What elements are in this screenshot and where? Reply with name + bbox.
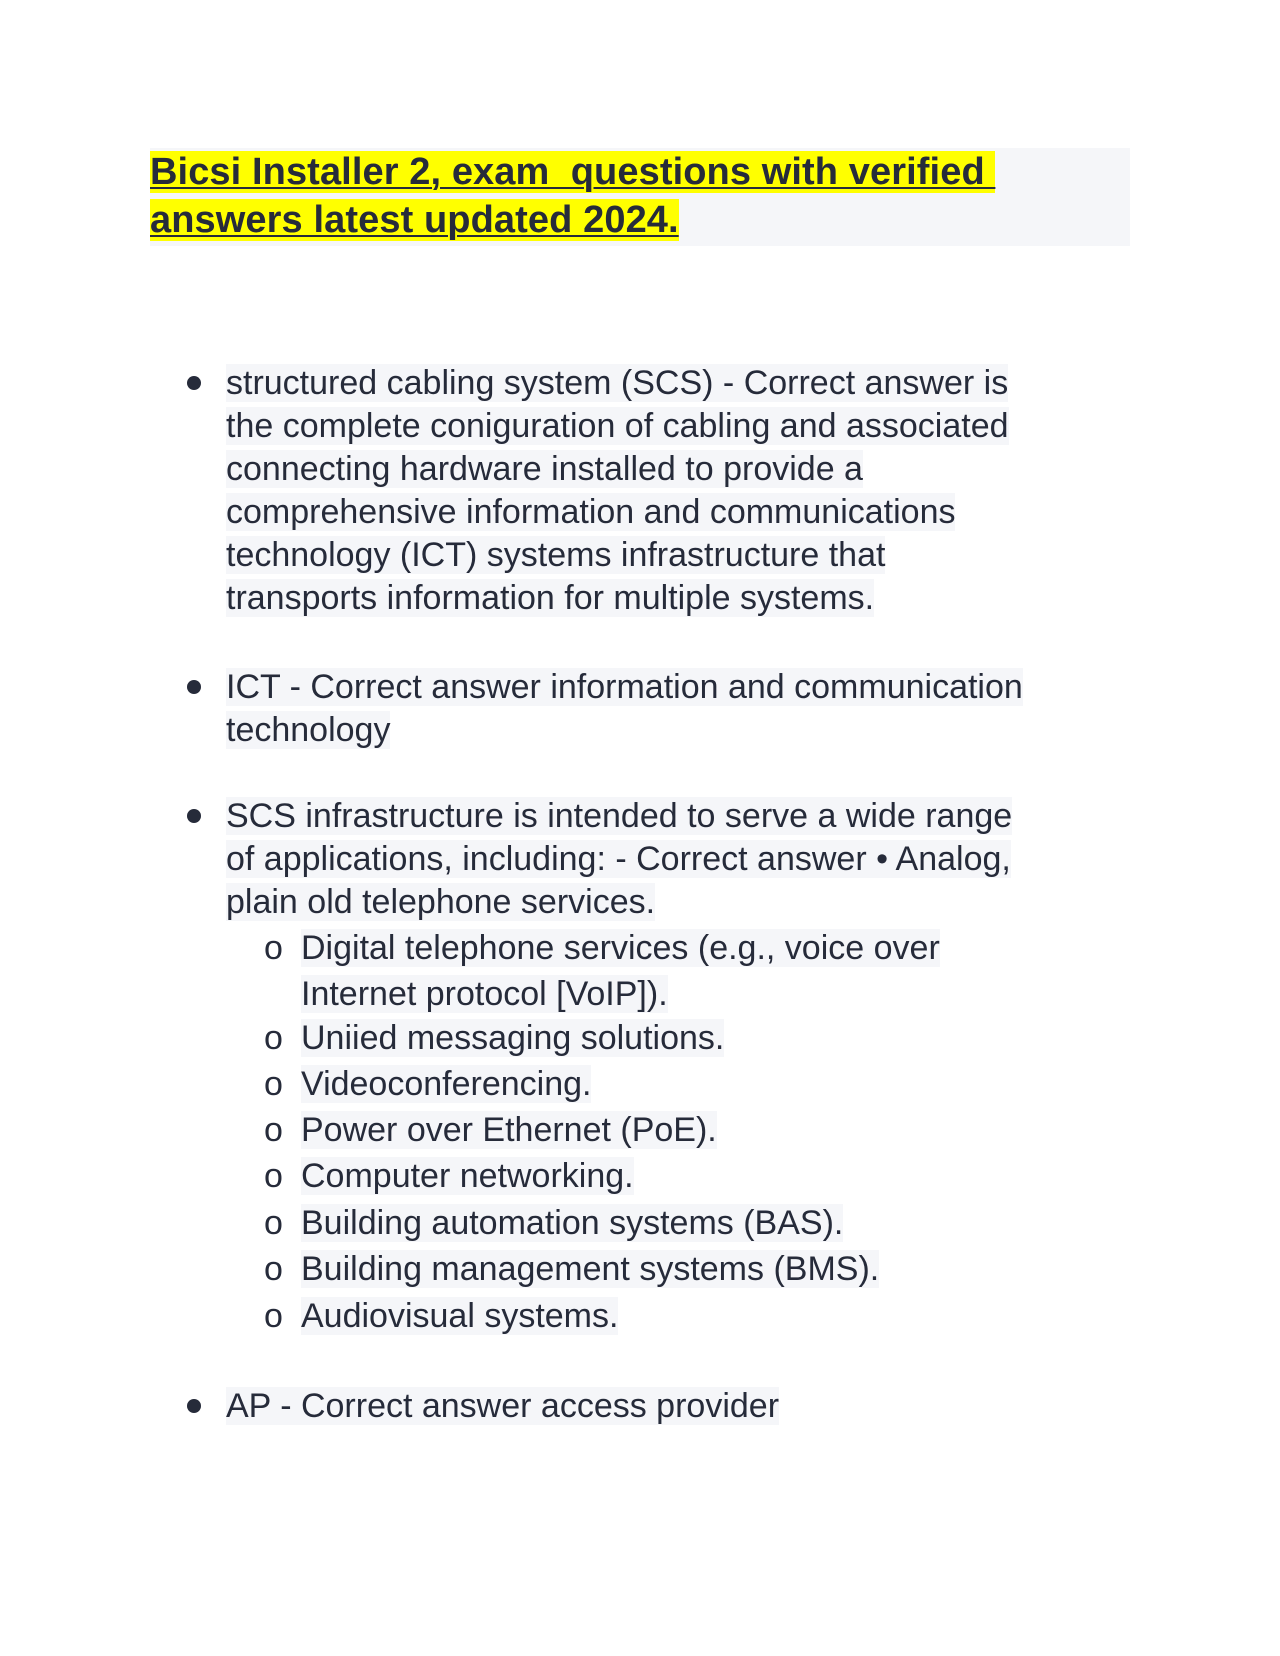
sub-list-item (301, 1293, 618, 1339)
item-line: technology (ICT) systems infrastructure that (226, 536, 886, 574)
list-item (226, 666, 1126, 752)
sub-bullet-marker: o (264, 1111, 283, 1149)
item-line: plain old telephone services. (226, 883, 656, 921)
title-line-2: answers latest updated 2024. (150, 199, 679, 241)
sub-bullet-marker: o (264, 1204, 283, 1242)
sub-item-text: Internet protocol [VoIP]). (301, 975, 668, 1013)
item-line: AP - Correct answer access provider (226, 1387, 780, 1425)
list-item (226, 795, 1126, 924)
sub-list-item (301, 1200, 843, 1246)
document-title (150, 148, 1130, 244)
item-line: the complete coniguration of cabling and associated (226, 407, 1009, 445)
list-item (226, 362, 1126, 620)
sub-list-item (301, 1015, 724, 1061)
sub-bullet-marker: o (264, 929, 283, 967)
sub-item-text: Building automation systems (BAS). (301, 1204, 844, 1242)
item-line: ICT - Correct answer information and communication (226, 668, 1023, 706)
sub-item-text: Building management systems (BMS). (301, 1250, 880, 1288)
item-line: connecting hardware installed to provide a (226, 450, 863, 488)
sub-bullet-marker: o (264, 1019, 283, 1057)
list-item (226, 1385, 1126, 1428)
item-line: structured cabling system (SCS) - Correct answer is (226, 364, 1009, 402)
item-line: SCS infrastructure is intended to serve a wide range (226, 797, 1013, 835)
sub-list-item (301, 1153, 634, 1199)
sub-list-item (301, 925, 940, 971)
document-title-block (150, 148, 1130, 246)
sub-item-text: Power over Ethernet (PoE). (301, 1111, 717, 1149)
bullet-icon (187, 680, 201, 694)
item-line: technology (226, 711, 391, 749)
bullet-icon (187, 1399, 201, 1413)
sub-item-text: Uniied messaging solutions. (301, 1019, 725, 1057)
sub-item-text: Audiovisual systems. (301, 1297, 619, 1335)
sub-list-item-continuation (301, 971, 668, 1017)
sub-bullet-marker: o (264, 1157, 283, 1195)
sub-item-text: Videoconferencing. (301, 1065, 592, 1103)
sub-bullet-marker: o (264, 1250, 283, 1288)
title-line-1: Bicsi Installer 2, exam questions with verified (150, 151, 996, 193)
item-line: transports information for multiple systems. (226, 579, 875, 617)
bullet-icon (187, 809, 201, 823)
item-line: of applications, including: - Correct answer • Analog, (226, 840, 1011, 878)
sub-list-item (301, 1107, 717, 1153)
sub-bullet-marker: o (264, 1065, 283, 1103)
bullet-icon (187, 376, 201, 390)
sub-list-item (301, 1061, 591, 1107)
sub-bullet-marker: o (264, 1297, 283, 1335)
item-line: comprehensive information and communications (226, 493, 956, 531)
sub-item-text: Computer networking. (301, 1157, 634, 1195)
sub-item-text: Digital telephone services (e.g., voice over (301, 929, 940, 967)
sub-list-item (301, 1246, 879, 1292)
